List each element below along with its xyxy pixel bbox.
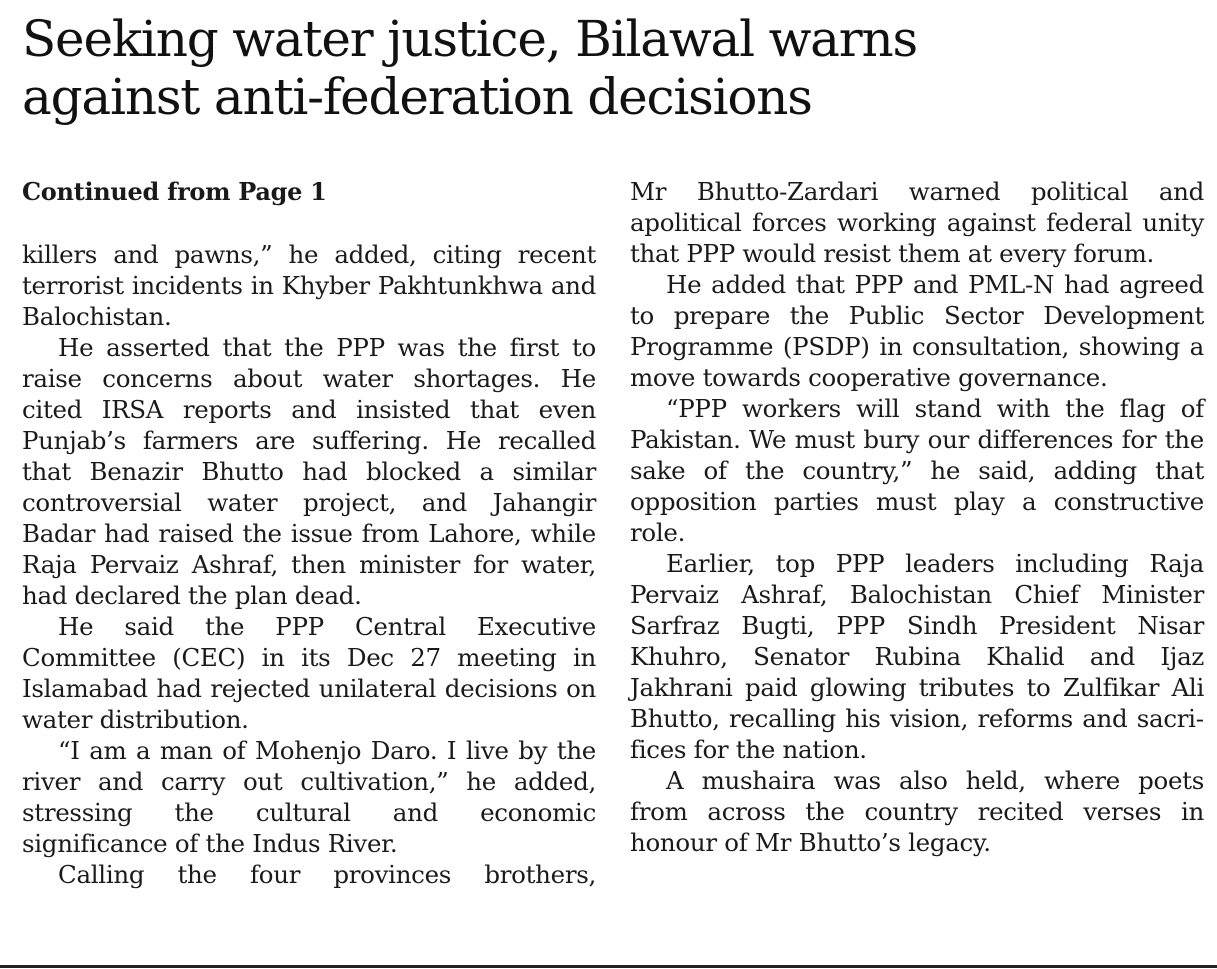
bottom-rule: [0, 965, 1217, 968]
headline-line-2: against anti-federation decisions: [22, 68, 812, 126]
headline: [22, 10, 1202, 126]
continued-label: Continued from Page 1: [22, 177, 327, 206]
paragraph: killers and pawns,” he added, citing recent terrorist incidents in Khyber Pakhtunkhwa and Balochistan.: [22, 240, 596, 331]
paragraph: Calling the four provinces brothers,: [58, 860, 596, 889]
right-column: [630, 176, 1204, 858]
paragraph: He added that PPP and PML-N had agreed to prepare the Public Sector Development Programme (PSDP) in consultation, showing a move towards cooperative governance.: [630, 270, 1204, 392]
paragraph: Earlier, top PPP leaders including Raja Pervaiz Ashraf, Balochistan Chief Minister Sarfraz Bugti, PPP Sindh President Nisar Khuhro, Senator Rubina Khalid and Ijaz Jakhrani paid glowing tributes to Zulfikar Ali Bhutto, recalling his vision, reforms and sacrifices for the nation.: [630, 549, 1204, 764]
paragraph: Mr Bhutto-Zardari warned political and apolitical forces working against federal unity that PPP would resist them at every forum.: [630, 177, 1204, 268]
paragraph: He asserted that the PPP was the first to raise concerns about water shortages. He cited IRSA reports and insisted that even Punjab’s farmers are suffering. He recalled that Benazir Bhutto had blocked a similar controversial water project, and Jahangir Badar had raised the issue from Lahore, while Raja Pervaiz Ashraf, then minister for water, had declared the plan dead.: [22, 333, 596, 610]
paragraph: A mushaira was also held, where poets from across the country recited verses in honour of Mr Bhutto’s legacy.: [630, 766, 1204, 857]
paragraph: “PPP workers will stand with the flag of Pakistan. We must bury our differences for the sake of the country,” he said, adding that opposition parties must play a constructive role.: [630, 394, 1204, 547]
headline-line-1: Seeking water justice, Bilawal warns: [22, 10, 917, 68]
paragraph: “I am a man of Mohenjo Daro. I live by the river and carry out cultivation,” he added, stressing the cultural and economic significance of the Indus River.: [22, 736, 596, 858]
left-column: [22, 176, 596, 890]
paragraph: He said the PPP Central Executive Committee (CEC) in its Dec 27 meeting in Islamabad had rejected unilateral decisions on water distribution.: [22, 612, 596, 734]
